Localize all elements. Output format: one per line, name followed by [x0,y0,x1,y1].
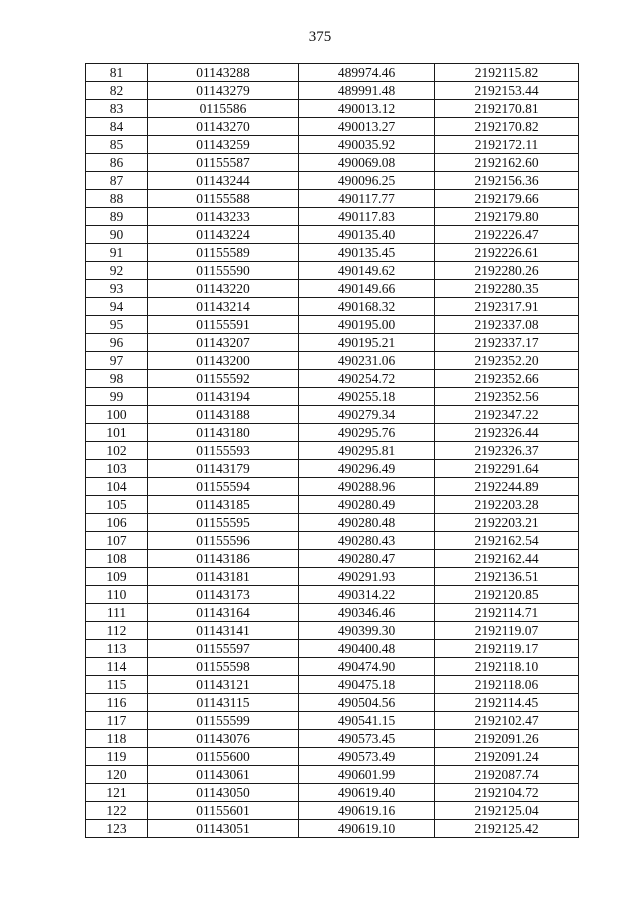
x-coordinate-cell: 490504.56 [299,694,435,712]
point-id-cell: 01143061 [148,766,299,784]
table-row [86,802,579,820]
y-coordinate-cell: 2192244.89 [435,478,579,496]
x-coordinate-cell: 490013.12 [299,100,435,118]
y-coordinate-cell: 2192120.85 [435,586,579,604]
table-row [86,766,579,784]
x-coordinate-cell: 490280.48 [299,514,435,532]
x-coordinate-cell: 490280.47 [299,550,435,568]
y-coordinate-cell: 2192172.11 [435,136,579,154]
point-id-cell: 01143185 [148,496,299,514]
y-coordinate-cell: 2192280.35 [435,280,579,298]
x-coordinate-cell: 490255.18 [299,388,435,406]
y-coordinate-cell: 2192162.54 [435,532,579,550]
table-row [86,820,579,838]
x-coordinate-cell: 490291.93 [299,568,435,586]
y-coordinate-cell: 2192153.44 [435,82,579,100]
y-coordinate-cell: 2192118.10 [435,658,579,676]
x-coordinate-cell: 490295.81 [299,442,435,460]
table-row [86,352,579,370]
point-id-cell: 01155588 [148,190,299,208]
table-row [86,172,579,190]
x-coordinate-cell: 490117.77 [299,190,435,208]
x-coordinate-cell: 490280.49 [299,496,435,514]
point-id-cell: 01143051 [148,820,299,838]
x-coordinate-cell: 490346.46 [299,604,435,622]
y-coordinate-cell: 2192352.20 [435,352,579,370]
row-number-cell: 106 [86,514,148,532]
coordinates-table-body [86,64,579,838]
table-row [86,730,579,748]
y-coordinate-cell: 2192291.64 [435,460,579,478]
x-coordinate-cell: 490035.92 [299,136,435,154]
y-coordinate-cell: 2192337.08 [435,316,579,334]
point-id-cell: 01155587 [148,154,299,172]
y-coordinate-cell: 2192091.26 [435,730,579,748]
x-coordinate-cell: 490280.43 [299,532,435,550]
row-number-cell: 108 [86,550,148,568]
point-id-cell: 01143214 [148,298,299,316]
y-coordinate-cell: 2192280.26 [435,262,579,280]
x-coordinate-cell: 490254.72 [299,370,435,388]
y-coordinate-cell: 2192352.66 [435,370,579,388]
x-coordinate-cell: 490541.15 [299,712,435,730]
point-id-cell: 01155599 [148,712,299,730]
y-coordinate-cell: 2192203.28 [435,496,579,514]
point-id-cell: 01143179 [148,460,299,478]
x-coordinate-cell: 490475.18 [299,676,435,694]
x-coordinate-cell: 489991.48 [299,82,435,100]
point-id-cell: 01155593 [148,442,299,460]
table-row [86,568,579,586]
y-coordinate-cell: 2192317.91 [435,298,579,316]
point-id-cell: 01143244 [148,172,299,190]
point-id-cell: 01143188 [148,406,299,424]
x-coordinate-cell: 490296.49 [299,460,435,478]
table-row [86,82,579,100]
row-number-cell: 91 [86,244,148,262]
y-coordinate-cell: 2192136.51 [435,568,579,586]
x-coordinate-cell: 490013.27 [299,118,435,136]
point-id-cell: 01143200 [148,352,299,370]
x-coordinate-cell: 490168.32 [299,298,435,316]
table-row [86,190,579,208]
y-coordinate-cell: 2192162.60 [435,154,579,172]
row-number-cell: 85 [86,136,148,154]
y-coordinate-cell: 2192352.56 [435,388,579,406]
row-number-cell: 101 [86,424,148,442]
row-number-cell: 84 [86,118,148,136]
table-row [86,784,579,802]
y-coordinate-cell: 2192114.71 [435,604,579,622]
row-number-cell: 120 [86,766,148,784]
table-row [86,442,579,460]
table-row [86,658,579,676]
table-row [86,64,579,82]
point-id-cell: 01143076 [148,730,299,748]
row-number-cell: 82 [86,82,148,100]
table-row [86,694,579,712]
row-number-cell: 87 [86,172,148,190]
table-row [86,316,579,334]
x-coordinate-cell: 490279.34 [299,406,435,424]
x-coordinate-cell: 490295.76 [299,424,435,442]
x-coordinate-cell: 490619.40 [299,784,435,802]
table-row [86,100,579,118]
table-row [86,676,579,694]
row-number-cell: 103 [86,460,148,478]
row-number-cell: 104 [86,478,148,496]
point-id-cell: 01143233 [148,208,299,226]
row-number-cell: 97 [86,352,148,370]
row-number-cell: 117 [86,712,148,730]
y-coordinate-cell: 2192337.17 [435,334,579,352]
point-id-cell: 01155595 [148,514,299,532]
table-row [86,208,579,226]
table-row [86,298,579,316]
table-row [86,262,579,280]
row-number-cell: 121 [86,784,148,802]
y-coordinate-cell: 2192326.37 [435,442,579,460]
table-row [86,460,579,478]
table-row [86,424,579,442]
x-coordinate-cell: 490314.22 [299,586,435,604]
row-number-cell: 98 [86,370,148,388]
row-number-cell: 81 [86,64,148,82]
table-row [86,640,579,658]
x-coordinate-cell: 490573.49 [299,748,435,766]
point-id-cell: 01155594 [148,478,299,496]
table-row [86,622,579,640]
x-coordinate-cell: 490400.48 [299,640,435,658]
x-coordinate-cell: 489974.46 [299,64,435,82]
point-id-cell: 01143270 [148,118,299,136]
y-coordinate-cell: 2192170.82 [435,118,579,136]
table-row [86,370,579,388]
point-id-cell: 0115586 [148,100,299,118]
point-id-cell: 01155601 [148,802,299,820]
row-number-cell: 99 [86,388,148,406]
point-id-cell: 01143181 [148,568,299,586]
table-row [86,154,579,172]
row-number-cell: 105 [86,496,148,514]
y-coordinate-cell: 2192091.24 [435,748,579,766]
y-coordinate-cell: 2192114.45 [435,694,579,712]
x-coordinate-cell: 490117.83 [299,208,435,226]
row-number-cell: 112 [86,622,148,640]
table-row [86,496,579,514]
row-number-cell: 96 [86,334,148,352]
point-id-cell: 01143288 [148,64,299,82]
page-number: 375 [308,29,332,45]
x-coordinate-cell: 490619.10 [299,820,435,838]
y-coordinate-cell: 2192156.36 [435,172,579,190]
y-coordinate-cell: 2192326.44 [435,424,579,442]
table-row [86,280,579,298]
x-coordinate-cell: 490195.21 [299,334,435,352]
point-id-cell: 01155592 [148,370,299,388]
x-coordinate-cell: 490399.30 [299,622,435,640]
row-number-cell: 123 [86,820,148,838]
point-id-cell: 01143259 [148,136,299,154]
row-number-cell: 88 [86,190,148,208]
y-coordinate-cell: 2192102.47 [435,712,579,730]
y-coordinate-cell: 2192125.04 [435,802,579,820]
x-coordinate-cell: 490601.99 [299,766,435,784]
y-coordinate-cell: 2192087.74 [435,766,579,784]
row-number-cell: 93 [86,280,148,298]
y-coordinate-cell: 2192170.81 [435,100,579,118]
table-row [86,586,579,604]
y-coordinate-cell: 2192226.47 [435,226,579,244]
row-number-cell: 118 [86,730,148,748]
point-id-cell: 01143180 [148,424,299,442]
point-id-cell: 01143050 [148,784,299,802]
coordinates-table [85,63,579,838]
point-id-cell: 01143173 [148,586,299,604]
y-coordinate-cell: 2192125.42 [435,820,579,838]
x-coordinate-cell: 490474.90 [299,658,435,676]
row-number-cell: 111 [86,604,148,622]
row-number-cell: 89 [86,208,148,226]
y-coordinate-cell: 2192162.44 [435,550,579,568]
row-number-cell: 113 [86,640,148,658]
row-number-cell: 109 [86,568,148,586]
row-number-cell: 119 [86,748,148,766]
row-number-cell: 102 [86,442,148,460]
x-coordinate-cell: 490135.40 [299,226,435,244]
table-row [86,514,579,532]
point-id-cell: 01143115 [148,694,299,712]
x-coordinate-cell: 490195.00 [299,316,435,334]
point-id-cell: 01155600 [148,748,299,766]
table-row [86,550,579,568]
row-number-cell: 100 [86,406,148,424]
x-coordinate-cell: 490231.06 [299,352,435,370]
x-coordinate-cell: 490149.66 [299,280,435,298]
point-id-cell: 01155589 [148,244,299,262]
y-coordinate-cell: 2192347.22 [435,406,579,424]
x-coordinate-cell: 490135.45 [299,244,435,262]
table-row [86,136,579,154]
row-number-cell: 90 [86,226,148,244]
row-number-cell: 95 [86,316,148,334]
point-id-cell: 01155591 [148,316,299,334]
x-coordinate-cell: 490096.25 [299,172,435,190]
table-row [86,244,579,262]
x-coordinate-cell: 490573.45 [299,730,435,748]
table-row [86,478,579,496]
table-row [86,604,579,622]
point-id-cell: 01155596 [148,532,299,550]
point-id-cell: 01155590 [148,262,299,280]
table-row [86,712,579,730]
x-coordinate-cell: 490288.96 [299,478,435,496]
row-number-cell: 94 [86,298,148,316]
x-coordinate-cell: 490619.16 [299,802,435,820]
point-id-cell: 01143279 [148,82,299,100]
y-coordinate-cell: 2192119.07 [435,622,579,640]
table-row [86,406,579,424]
row-number-cell: 122 [86,802,148,820]
point-id-cell: 01143194 [148,388,299,406]
table-row [86,334,579,352]
point-id-cell: 01143224 [148,226,299,244]
point-id-cell: 01143220 [148,280,299,298]
y-coordinate-cell: 2192119.17 [435,640,579,658]
point-id-cell: 01143141 [148,622,299,640]
row-number-cell: 107 [86,532,148,550]
point-id-cell: 01143186 [148,550,299,568]
table-row [86,118,579,136]
point-id-cell: 01143121 [148,676,299,694]
table-row [86,388,579,406]
row-number-cell: 116 [86,694,148,712]
point-id-cell: 01143207 [148,334,299,352]
row-number-cell: 83 [86,100,148,118]
table-row [86,748,579,766]
row-number-cell: 110 [86,586,148,604]
row-number-cell: 92 [86,262,148,280]
point-id-cell: 01143164 [148,604,299,622]
y-coordinate-cell: 2192115.82 [435,64,579,82]
y-coordinate-cell: 2192226.61 [435,244,579,262]
y-coordinate-cell: 2192104.72 [435,784,579,802]
x-coordinate-cell: 490069.08 [299,154,435,172]
table-row [86,226,579,244]
y-coordinate-cell: 2192118.06 [435,676,579,694]
point-id-cell: 01155597 [148,640,299,658]
point-id-cell: 01155598 [148,658,299,676]
row-number-cell: 86 [86,154,148,172]
y-coordinate-cell: 2192179.80 [435,208,579,226]
x-coordinate-cell: 490149.62 [299,262,435,280]
row-number-cell: 115 [86,676,148,694]
table-row [86,532,579,550]
y-coordinate-cell: 2192203.21 [435,514,579,532]
row-number-cell: 114 [86,658,148,676]
y-coordinate-cell: 2192179.66 [435,190,579,208]
